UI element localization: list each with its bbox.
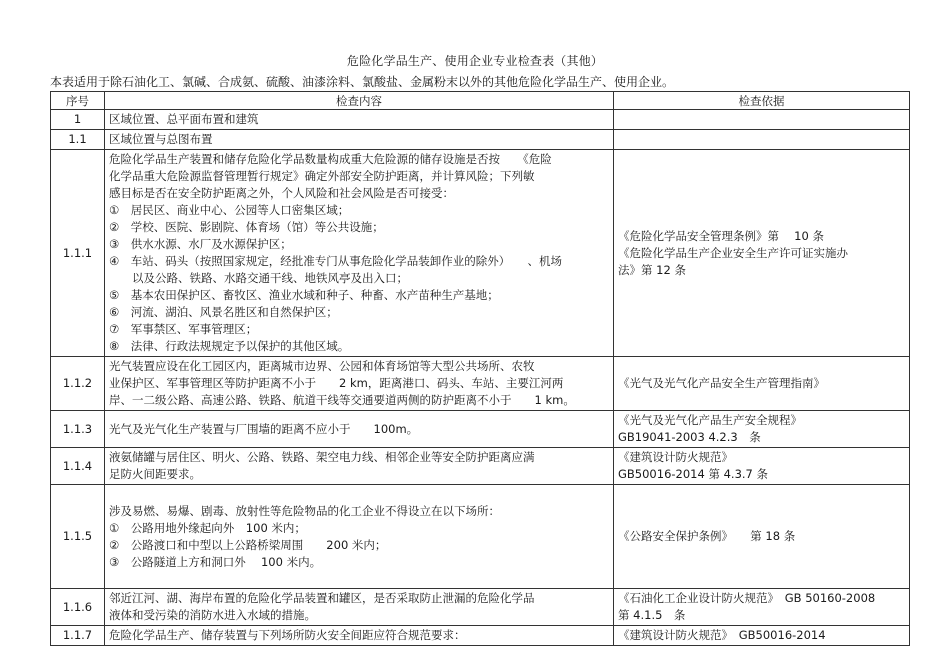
check-content-line: 化学品重大危险源监督管理暂行规定》确定外部安全防护距离，并计算风险；下列敏 <box>109 169 535 183</box>
document-intro: 本表适用于除石油化工、氯碱、合成氨、硫酸、油漆涂料、氯酸盐、金属粉末以外的其他危险化学品生产、使用企业。 <box>50 75 675 89</box>
check-content-line: 业保护区、军事管理区等防护距离不小于 2 km，距离港口、码头、车站、主要江河两 <box>109 376 564 390</box>
check-content-line: ⑥ 河流、湖泊、风景名胜区和自然保护区； <box>109 305 338 319</box>
check-content-line: ① 居民区、商业中心、公园等人口密集区域； <box>109 203 350 217</box>
check-basis-line: GB19041-2003 4.2.3 条 <box>618 430 761 444</box>
check-content-line: 液氨储罐与居住区、明火、公路、铁路、架空电力线、相邻企业等安全防护距离应满 <box>109 450 535 464</box>
check-content-line: ① 公路用地外缘起向外 100 米内； <box>109 520 306 535</box>
check-content-line: 岸、一二级公路、高速公路、铁路、航道干线等交通要道两侧的防护距离不小于 1 km。 <box>109 393 575 407</box>
check-content-line: ⑤ 基本农田保护区、畜牧区、渔业水域和种子、种畜、水产苗种生产基地； <box>109 288 499 302</box>
check-content-line: 区域位置与总图布置 <box>109 132 213 146</box>
check-content <box>105 110 614 130</box>
check-basis <box>614 130 910 150</box>
row-number: 1.1.3 <box>51 411 105 448</box>
check-content <box>105 626 614 646</box>
check-content-line: ② 公路渡口和中型以上公路桥梁周围 200 米内； <box>109 537 387 552</box>
table-body <box>51 110 910 646</box>
check-basis-line: 《建筑设计防火规范》 GB50016-2014 <box>618 628 826 642</box>
row-number: 1.1.5 <box>51 485 105 589</box>
table-row <box>51 448 910 485</box>
inspection-table <box>50 91 910 646</box>
header-no: 序号 <box>51 92 105 110</box>
check-content-line: ④ 车站、码头（按照国家规定，经批准专门从事危险化学品装卸作业的除外） 、机场 <box>109 254 563 268</box>
check-content <box>105 357 614 411</box>
check-content <box>105 448 614 485</box>
check-content <box>105 589 614 626</box>
check-content-line: ② 学校、医院、影剧院、体育场（馆）等公共设施； <box>109 220 384 234</box>
check-basis <box>614 589 910 626</box>
check-content <box>105 150 614 357</box>
check-basis <box>614 448 910 485</box>
check-content <box>105 130 614 150</box>
table-row <box>51 110 910 130</box>
check-basis-line: 第 4.1.5 条 <box>618 608 686 622</box>
check-content-line: 涉及易燃、易爆、剧毒、放射性等危险物品的化工企业不得设立在以下场所： <box>109 503 500 518</box>
table-row <box>51 357 910 411</box>
check-content <box>105 485 614 589</box>
check-basis <box>614 357 910 411</box>
row-number: 1.1.1 <box>51 150 105 357</box>
row-number: 1 <box>51 110 105 130</box>
check-basis <box>614 626 910 646</box>
table-row <box>51 589 910 626</box>
check-basis <box>614 110 910 130</box>
check-content-line: 光气及光气化生产装置与厂围墙的距离不应小于 100m。 <box>109 421 419 436</box>
check-content <box>105 411 614 448</box>
check-basis-line: 《石油化工企业设计防火规范》 GB 50160-2008 <box>618 591 876 605</box>
check-content-line: 邻近江河、湖、海岸布置的危险化学品装置和罐区，是否采取防止泄漏的危险化学品 <box>109 591 535 605</box>
check-content-line: 以及公路、铁路、水路交通干线、地铁风亭及出入口； <box>109 271 408 285</box>
check-basis <box>614 150 910 357</box>
check-basis <box>614 485 910 589</box>
check-content-line: ③ 公路隧道上方和洞口外 100 米内。 <box>109 554 322 569</box>
check-content-line: 危险化学品生产、储存装置与下列场所防火安全间距应符合规范要求： <box>109 628 466 642</box>
row-number: 1.1.6 <box>51 589 105 626</box>
check-content-line: ⑦ 军事禁区、军事管理区； <box>109 322 258 336</box>
row-number: 1.1.4 <box>51 448 105 485</box>
check-basis-line: 法》第 12 条 <box>618 262 686 277</box>
table-row <box>51 485 910 589</box>
check-content-line: ⑧ 法律、行政法规规定予以保护的其他区域。 <box>109 339 350 353</box>
row-number: 1.1 <box>51 130 105 150</box>
row-number: 1.1.2 <box>51 357 105 411</box>
header-basis: 检查依据 <box>614 92 910 110</box>
table-row <box>51 411 910 448</box>
check-content-line: 液体和受污染的消防水进入水域的措施。 <box>109 608 316 622</box>
table-row <box>51 150 910 357</box>
check-content-line: 感目标是否在安全防护距离之外，个人风险和社会风险是否可接受： <box>109 186 454 200</box>
check-basis-line: 《光气及光气化产品安全生产管理指南》 <box>618 376 825 390</box>
row-number: 1.1.7 <box>51 626 105 646</box>
check-basis-line: GB50016-2014 第 4.3.7 条 <box>618 467 769 481</box>
check-basis-line: 《危险化学品安全管理条例》第 10 条 <box>618 228 824 243</box>
header-content: 检查内容 <box>105 92 614 110</box>
check-basis-line: 《公路安全保护条例》 第 18 条 <box>618 529 796 543</box>
check-basis <box>614 411 910 448</box>
table-header-row <box>51 92 910 110</box>
check-basis-line: 《危险化学品生产企业安全生产许可证实施办 <box>618 245 848 260</box>
check-content-line: 区域位置、总平面布置和建筑 <box>109 112 259 126</box>
check-basis-line: 《光气及光气化产品生产安全规程》 <box>618 413 802 427</box>
table-row <box>51 130 910 150</box>
table-row <box>51 626 910 646</box>
check-content-line: 足防火间距要求。 <box>109 467 201 481</box>
check-content-line: ③ 供水水源、水厂及水源保护区； <box>109 237 292 251</box>
check-content-line: 光气装置应设在化工园区内，距离城市边界、公园和体育场馆等大型公共场所、农牧 <box>109 359 535 373</box>
check-content-line: 危险化学品生产装置和储存危险化学品数量构成重大危险源的储存设施是否按 《危险 <box>109 152 552 166</box>
document-title: 危险化学品生产、使用企业专业检查表（其他） <box>346 54 604 68</box>
check-basis-line: 《建筑设计防火规范》 <box>618 450 733 464</box>
